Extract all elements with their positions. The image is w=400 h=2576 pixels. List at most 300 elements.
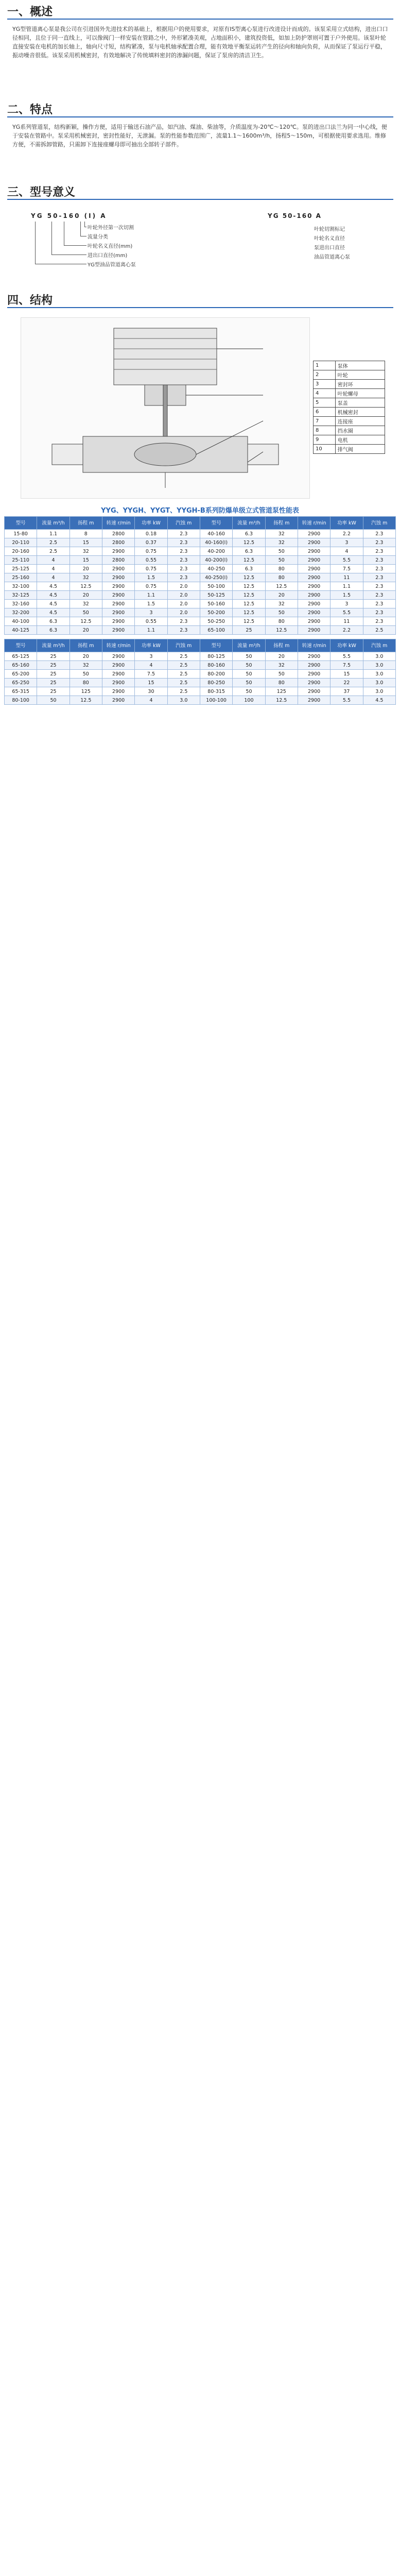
table-cell: 2.3 <box>363 617 395 626</box>
table-cell: 2.3 <box>167 538 200 547</box>
model-code-diagram <box>31 212 216 274</box>
table-cell: 2.5 <box>167 661 200 670</box>
table-cell: 4.5 <box>37 608 69 617</box>
table-cell: 80-250 <box>200 679 232 687</box>
table-cell: 25 <box>37 679 69 687</box>
table-cell: 5.5 <box>331 652 363 661</box>
table-cell: 4.5 <box>363 696 395 705</box>
parts-cell: 10 <box>314 445 336 454</box>
table-cell: 5.5 <box>331 696 363 705</box>
table-cell: 2.3 <box>363 573 395 582</box>
parts-cell: 密封环 <box>335 380 385 389</box>
table-cell: 3 <box>331 538 363 547</box>
parts-cell: 4 <box>314 389 336 398</box>
table-cell: 25-110 <box>5 556 37 565</box>
table-cell: 5.5 <box>331 608 363 617</box>
table-cell: 2900 <box>298 661 330 670</box>
model-label: 叶轮名义直径(mm) <box>88 244 133 249</box>
table-cell: 2.5 <box>167 679 200 687</box>
parts-cell: 排气阀 <box>335 445 385 454</box>
table-cell: 0.37 <box>135 538 167 547</box>
table-cell: 80-200 <box>200 670 232 679</box>
table-cell: 12.5 <box>265 696 298 705</box>
table-cell: 2900 <box>102 600 134 608</box>
table-cell: 80-315 <box>200 687 232 696</box>
parts-row <box>314 380 385 389</box>
table-cell: 32 <box>265 661 298 670</box>
table-cell: 32 <box>69 573 102 582</box>
parts-cell: 1 <box>314 361 336 370</box>
performance-table <box>4 516 396 635</box>
parts-cell: 7 <box>314 417 336 426</box>
table-cell: 2900 <box>298 530 330 538</box>
table-header-row <box>5 517 396 530</box>
table-cell: 3.0 <box>363 687 395 696</box>
column-header: 扬程 m <box>69 517 102 530</box>
column-header: 转速 r/min <box>298 639 330 652</box>
table-cell: 2900 <box>102 661 134 670</box>
model-label: 泵进出口直径 <box>314 245 345 251</box>
table-cell: 65-125 <box>5 652 37 661</box>
parts-row <box>314 408 385 417</box>
table-cell: 12.5 <box>69 582 102 591</box>
table-cell: 50 <box>233 670 265 679</box>
table-cell: 1.1 <box>135 591 167 600</box>
parts-cell: 9 <box>314 435 336 445</box>
table-cell: 80 <box>265 679 298 687</box>
table-cell: 2900 <box>298 556 330 565</box>
table-cell: 0.55 <box>135 617 167 626</box>
table-cell: 80 <box>265 617 298 626</box>
section-divider <box>7 307 393 308</box>
column-header: 功率 kW <box>135 517 167 530</box>
table-cell: 2900 <box>298 538 330 547</box>
table-cell: 2900 <box>102 670 134 679</box>
table-cell: 32-160 <box>5 600 37 608</box>
table-cell: 32 <box>69 547 102 556</box>
table-cell: 7.5 <box>331 565 363 573</box>
parts-cell: 连接座 <box>335 417 385 426</box>
table-cell: 2900 <box>298 547 330 556</box>
section-title-structure: 四、结构 <box>7 294 53 307</box>
table-cell: 25-160 <box>5 573 37 582</box>
column-header: 转速 r/min <box>102 517 134 530</box>
column-header: 功率 kW <box>331 517 363 530</box>
parts-row <box>314 398 385 408</box>
table-cell: 32 <box>265 530 298 538</box>
table-cell: 2.3 <box>363 591 395 600</box>
table-cell: 4.5 <box>37 591 69 600</box>
table-cell: 3.0 <box>167 696 200 705</box>
table-cell: 25 <box>37 687 69 696</box>
table-cell: 3 <box>135 652 167 661</box>
table-cell: 12.5 <box>265 582 298 591</box>
table-cell: 125 <box>265 687 298 696</box>
table-cell: 11 <box>331 617 363 626</box>
table-cell: 12.5 <box>233 556 265 565</box>
table-cell: 2900 <box>298 696 330 705</box>
table-cell: 2900 <box>298 608 330 617</box>
parts-cell: 叶轮 <box>335 370 385 380</box>
table-row <box>5 679 396 687</box>
table-cell: 12.5 <box>233 608 265 617</box>
table-cell: 2800 <box>102 556 134 565</box>
parts-cell: 6 <box>314 408 336 417</box>
model-label: 叶轮名义直径 <box>314 236 345 242</box>
column-header: 型号 <box>5 639 37 652</box>
table-cell: 0.55 <box>135 556 167 565</box>
table-cell: 2900 <box>298 565 330 573</box>
column-header: 型号 <box>5 517 37 530</box>
table-cell: 65-160 <box>5 661 37 670</box>
table-cell: 1.1 <box>135 626 167 635</box>
table-cell: 4.5 <box>37 582 69 591</box>
table-cell: 25-125 <box>5 565 37 573</box>
table-cell: 22 <box>331 679 363 687</box>
column-header: 扬程 m <box>265 639 298 652</box>
table-row <box>5 626 396 635</box>
table-row <box>5 617 396 626</box>
table-cell: 6.3 <box>37 626 69 635</box>
table-cell: 3.0 <box>363 661 395 670</box>
overview-text: YG型管道离心泵是我公司在引进国外先进技术的基础上，根据用户的使用要求，对原有IS型离心泵进行改进设计而成的。该泵采用立式结构，进出口口径相同，且位于同一直线上，可以像阀门一样安装在管路之中，外形紧凑美观，占地面积小，建筑投资低，如加上防护罩则可置于户外使用。该泵叶轮直接安装在电机的加长轴上，轴向尺寸短，结构紧凑，泵与电机轴承配置合理，能有效地平衡泵运转产生的径向和轴向负荷，从而保证了泵运行平稳，振动噪音很低。该泵采用机械密封，有效地解决了传统填料密封的渗漏问题，保证了泵房的清洁卫生。 <box>12 26 388 59</box>
table-cell: 12.5 <box>233 573 265 582</box>
parts-row <box>314 389 385 398</box>
table-cell: 32-100 <box>5 582 37 591</box>
table-row <box>5 582 396 591</box>
table-cell: 7.5 <box>135 670 167 679</box>
table-cell: 65-200 <box>5 670 37 679</box>
table-cell: 65-250 <box>5 679 37 687</box>
parts-cell: 泵体 <box>335 361 385 370</box>
table-cell: 15 <box>69 556 102 565</box>
table-cell: 2900 <box>298 626 330 635</box>
table-cell: 20 <box>69 591 102 600</box>
table-cell: 11 <box>331 573 363 582</box>
table-cell: 2900 <box>298 687 330 696</box>
table-cell: 50-250 <box>200 617 232 626</box>
table-cell: 2900 <box>298 573 330 582</box>
table-cell: 2.5 <box>167 652 200 661</box>
table-cell: 2900 <box>102 573 134 582</box>
table-cell: 40-100 <box>5 617 37 626</box>
table-cell: 25 <box>37 670 69 679</box>
parts-cell: 挡水圈 <box>335 426 385 435</box>
table-cell: 2900 <box>298 679 330 687</box>
table-cell: 2900 <box>298 582 330 591</box>
section-divider <box>7 116 393 117</box>
column-header: 流量 m³/h <box>37 639 69 652</box>
table-cell: 2.3 <box>363 547 395 556</box>
table-cell: 50-125 <box>200 591 232 600</box>
table-cell: 4 <box>37 565 69 573</box>
parts-cell: 叶轮螺母 <box>335 389 385 398</box>
table-cell: 40-200 <box>200 547 232 556</box>
table-cell: 2900 <box>298 617 330 626</box>
table-cell: 2.3 <box>363 600 395 608</box>
table-row <box>5 608 396 617</box>
table-cell: 20 <box>69 652 102 661</box>
table-cell: 40-125 <box>5 626 37 635</box>
parts-row <box>314 417 385 426</box>
table-row <box>5 696 396 705</box>
model-label: 叶轮切割标记 <box>314 227 345 232</box>
column-header: 汽蚀 m <box>167 517 200 530</box>
column-header: 汽蚀 m <box>363 639 395 652</box>
table-cell: 20 <box>69 565 102 573</box>
table-cell: 25 <box>37 652 69 661</box>
table-cell: 20-110 <box>5 538 37 547</box>
table-cell: 2.3 <box>363 582 395 591</box>
table-cell: 3.0 <box>363 652 395 661</box>
column-header: 扬程 m <box>69 639 102 652</box>
table-cell: 2900 <box>102 696 134 705</box>
parts-row <box>314 435 385 445</box>
table-cell: 4 <box>135 696 167 705</box>
table-cell: 2.3 <box>167 565 200 573</box>
column-header: 型号 <box>200 639 232 652</box>
table-row <box>5 670 396 679</box>
table-cell: 2900 <box>102 582 134 591</box>
model-label: 流量分类 <box>88 234 108 240</box>
section-title-overview: 一、概述 <box>7 6 53 19</box>
table-cell: 12.5 <box>69 696 102 705</box>
table-row <box>5 538 396 547</box>
table-cell: 40-250 <box>200 565 232 573</box>
table-cell: 20 <box>265 652 298 661</box>
model-label: YG型油品管道离心泵 <box>88 262 136 268</box>
table-cell: 50 <box>233 652 265 661</box>
column-header: 型号 <box>200 517 232 530</box>
table-cell: 2.3 <box>363 608 395 617</box>
table-cell: 0.75 <box>135 582 167 591</box>
parts-cell: 5 <box>314 398 336 408</box>
table-cell: 4 <box>135 661 167 670</box>
table-cell: 2900 <box>102 565 134 573</box>
table-cell: 2.3 <box>167 626 200 635</box>
table-cell: 50-160 <box>200 600 232 608</box>
features-text: YG系列管道泵，结构新颖，操作方便，适用于输送石油产品，如汽油、煤油、柴油等，介质温度为-20℃～120℃。泵的进出口法兰为同一中心线，便于安装在管路中。泵采用机械密封，密封性能好，无泄漏。泵的性能参数范围广，流量1.1～1600m³/h，扬程5～150m，可根据使用要求选用。维修方便，不需拆卸管路，只需卸下连接座螺母即可抽出全部转子部件。 <box>12 124 387 148</box>
table-cell: 2900 <box>298 591 330 600</box>
table-cell: 50 <box>265 608 298 617</box>
table-cell: 50 <box>265 556 298 565</box>
column-header: 流量 m³/h <box>233 639 265 652</box>
column-header: 转速 r/min <box>102 639 134 652</box>
table-cell: 7.5 <box>331 661 363 670</box>
parts-cell: 3 <box>314 380 336 389</box>
table-cell: 2900 <box>102 679 134 687</box>
table-cell: 2.0 <box>167 600 200 608</box>
table-cell: 15 <box>135 679 167 687</box>
table-cell: 2.2 <box>331 530 363 538</box>
table-cell: 2.3 <box>167 530 200 538</box>
table-cell: 2900 <box>102 617 134 626</box>
model-code-diagram-2 <box>221 212 386 269</box>
table-cell: 6.3 <box>37 617 69 626</box>
table-cell: 0.18 <box>135 530 167 538</box>
column-header: 汽蚀 m <box>167 639 200 652</box>
table-cell: 1.5 <box>331 591 363 600</box>
table-cell: 2900 <box>102 608 134 617</box>
table-row <box>5 573 396 582</box>
table-cell: 32 <box>265 600 298 608</box>
table-cell: 80 <box>69 679 102 687</box>
parts-row <box>314 426 385 435</box>
table-cell: 12.5 <box>69 617 102 626</box>
table-cell: 2.3 <box>363 556 395 565</box>
column-header: 功率 kW <box>331 639 363 652</box>
table-cell: 40-160 <box>200 530 232 538</box>
table-cell: 5.5 <box>331 556 363 565</box>
table-cell: 2.3 <box>167 547 200 556</box>
table-cell: 80-100 <box>5 696 37 705</box>
table-cell: 50 <box>69 608 102 617</box>
column-header: 流量 m³/h <box>233 517 265 530</box>
table-cell: 4.5 <box>37 600 69 608</box>
table-row <box>5 565 396 573</box>
table-row <box>5 661 396 670</box>
column-header: 汽蚀 m <box>363 517 395 530</box>
table-cell: 20 <box>265 591 298 600</box>
parts-row <box>314 370 385 380</box>
table-cell: 0.75 <box>135 565 167 573</box>
table-cell: 32 <box>69 661 102 670</box>
table-cell: 3.0 <box>363 679 395 687</box>
table-cell: 1.5 <box>135 573 167 582</box>
table-row <box>5 591 396 600</box>
table-cell: 80 <box>265 573 298 582</box>
table-cell: 20-160 <box>5 547 37 556</box>
column-header: 功率 kW <box>135 639 167 652</box>
parts-cell: 电机 <box>335 435 385 445</box>
parts-row <box>314 445 385 454</box>
table-cell: 12.5 <box>233 538 265 547</box>
table-cell: 2.0 <box>167 582 200 591</box>
table-cell: 2900 <box>102 687 134 696</box>
pump-structure-drawing <box>21 317 310 499</box>
table-cell: 2800 <box>102 538 134 547</box>
table-cell: 80-125 <box>200 652 232 661</box>
table-cell: 2.3 <box>363 565 395 573</box>
table-cell: 20 <box>69 626 102 635</box>
table-cell: 2.3 <box>167 573 200 582</box>
table-cell: 12.5 <box>233 617 265 626</box>
table-cell: 32 <box>69 600 102 608</box>
table-cell: 2900 <box>102 591 134 600</box>
table-cell: 2900 <box>102 652 134 661</box>
parts-cell: 泵盖 <box>335 398 385 408</box>
table-row <box>5 556 396 565</box>
table-cell: 12.5 <box>265 626 298 635</box>
table-cell: 4 <box>37 556 69 565</box>
table-row <box>5 600 396 608</box>
table-cell: 50 <box>37 696 69 705</box>
parts-cell: 机械密封 <box>335 408 385 417</box>
table-cell: 37 <box>331 687 363 696</box>
table-cell: 3.0 <box>363 670 395 679</box>
table-cell: 30 <box>135 687 167 696</box>
table-cell: 125 <box>69 687 102 696</box>
table-cell: 40-160(I) <box>200 538 232 547</box>
table-cell: 2900 <box>102 626 134 635</box>
performance-table <box>4 639 396 705</box>
table-cell: 80-160 <box>200 661 232 670</box>
table-cell: 50 <box>233 679 265 687</box>
table-cell: 40-200(I) <box>200 556 232 565</box>
table-cell: 2.5 <box>167 670 200 679</box>
table-cell: 2.3 <box>363 530 395 538</box>
table-header-row <box>5 639 396 652</box>
table-cell: 50 <box>69 670 102 679</box>
table-cell: 50 <box>265 670 298 679</box>
table-cell: 65-100 <box>200 626 232 635</box>
table-cell: 2900 <box>102 547 134 556</box>
table-cell: 1.1 <box>37 530 69 538</box>
table-row <box>5 530 396 538</box>
table-cell: 100-100 <box>200 696 232 705</box>
model-code-text: YG 50-160 A <box>268 212 322 219</box>
table-cell: 4 <box>37 573 69 582</box>
table-cell: 65-315 <box>5 687 37 696</box>
parts-cell: 2 <box>314 370 336 380</box>
table-cell: 25 <box>233 626 265 635</box>
table-cell: 2900 <box>298 600 330 608</box>
table-cell: 40-250(I) <box>200 573 232 582</box>
table-cell: 0.75 <box>135 547 167 556</box>
column-header: 扬程 m <box>265 517 298 530</box>
table-cell: 1.1 <box>331 582 363 591</box>
performance-table-caption: YYG、YYGH、YYGT、YYGH-B系列防爆单级立式管道泵性能表 <box>101 507 299 515</box>
table-cell: 2.0 <box>167 608 200 617</box>
table-cell: 2800 <box>102 530 134 538</box>
table-row <box>5 547 396 556</box>
table-row <box>5 687 396 696</box>
table-cell: 12.5 <box>233 600 265 608</box>
table-cell: 32 <box>265 538 298 547</box>
pump-cross-section-icon <box>21 318 309 498</box>
table-cell: 1.5 <box>135 600 167 608</box>
table-cell: 2.2 <box>331 626 363 635</box>
table-cell: 50 <box>233 661 265 670</box>
table-cell: 6.3 <box>233 530 265 538</box>
parts-row <box>314 361 385 370</box>
table-cell: 6.3 <box>233 565 265 573</box>
table-cell: 8 <box>69 530 102 538</box>
table-cell: 80 <box>265 565 298 573</box>
table-cell: 6.3 <box>233 547 265 556</box>
section-divider <box>7 19 393 20</box>
table-cell: 3 <box>135 608 167 617</box>
table-cell: 32-200 <box>5 608 37 617</box>
table-cell: 2.3 <box>167 556 200 565</box>
table-cell: 32-125 <box>5 591 37 600</box>
table-cell: 2.5 <box>363 626 395 635</box>
table-cell: 25 <box>37 661 69 670</box>
table-cell: 12.5 <box>233 591 265 600</box>
column-header: 流量 m³/h <box>37 517 69 530</box>
table-cell: 50 <box>265 547 298 556</box>
column-header: 转速 r/min <box>298 517 330 530</box>
table-cell: 2.0 <box>167 591 200 600</box>
table-cell: 2.5 <box>167 687 200 696</box>
table-cell: 3 <box>331 600 363 608</box>
model-label: 油品管道离心泵 <box>314 255 350 260</box>
model-code-text: YG 50-160 (I) A <box>31 212 107 219</box>
table-cell: 2900 <box>298 670 330 679</box>
table-cell: 15 <box>69 538 102 547</box>
table-cell: 4 <box>331 547 363 556</box>
table-cell: 50-200 <box>200 608 232 617</box>
